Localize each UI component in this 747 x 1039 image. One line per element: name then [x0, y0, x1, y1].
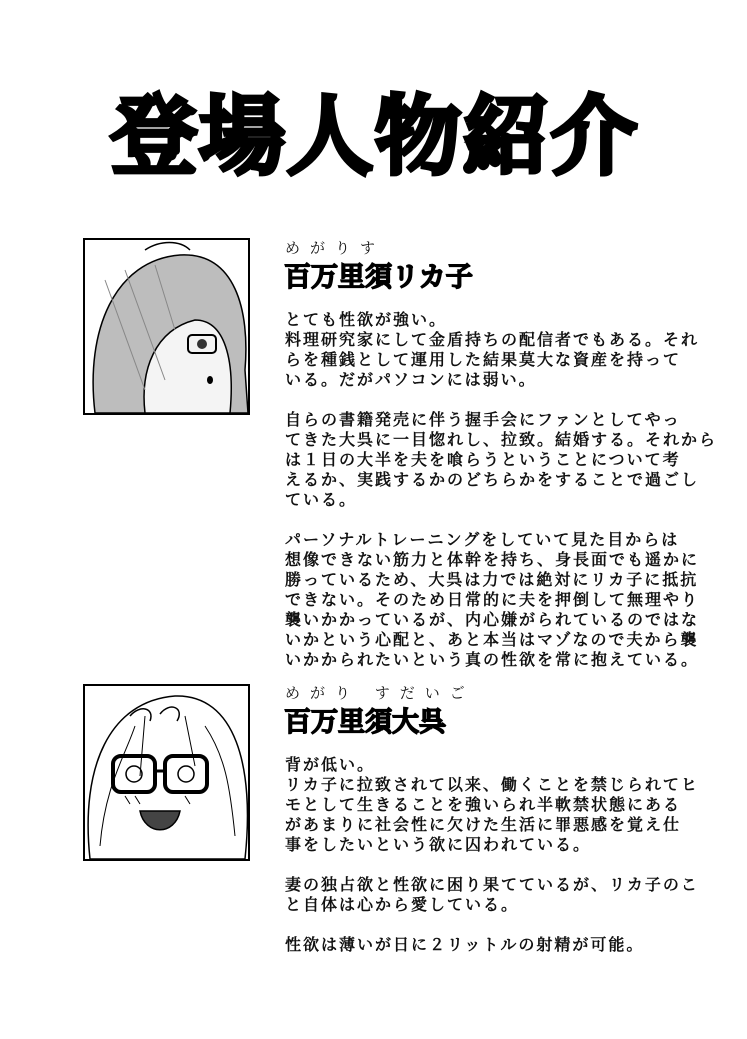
character-description	[285, 310, 717, 670]
description-line: は１日の大半を夫を喰らうということについて考	[285, 450, 681, 469]
description-line: らを種銭として運用した結果莫大な資産を持って	[285, 350, 682, 369]
character-name: 百万里須大呉	[284, 707, 446, 738]
description-line: パーソナルトレーニングをしていて見た目からは	[285, 530, 680, 549]
description-line: 襲いかかっているが、内心嫌がられているのではな	[285, 610, 700, 629]
description-line: 性欲は薄いが日に２リットルの射精が可能。	[285, 935, 645, 954]
description-line: 背が低い。	[285, 755, 376, 774]
character-name-ruby: めがり すだいご	[285, 684, 475, 702]
description-line: いかかられたいという真の性欲を常に抱えている。	[285, 650, 700, 669]
character-name: 百万里須リカ子	[284, 262, 473, 293]
description-line: てきた大呉に一目惚れし、拉致。結婚する。それから	[285, 430, 718, 449]
portrait-daigo	[83, 684, 250, 861]
description-line: できない。そのため日常的に夫を押倒して無理やり	[285, 590, 700, 609]
description-line: ている。	[285, 490, 358, 509]
description-line: とても性欲が強い。	[285, 310, 448, 329]
description-line: 事をしたいという欲に囚われている。	[285, 835, 592, 854]
description-line: 料理研究家にして金盾持ちの配信者でもある。それ	[285, 330, 700, 349]
description-line: 勝っているため、大呉は力では絶対にリカ子に抵抗	[285, 570, 699, 589]
description-line: いかという心配と、あと本当はマゾなので夫から襲	[285, 630, 699, 649]
description-line: 自らの書籍発売に伴う握手会にファンとしてやっ	[285, 410, 681, 429]
description-line: いる。だがパソコンには弱い。	[285, 370, 537, 389]
description-line: モとして生きることを強いられ半軟禁状態にある	[285, 795, 682, 814]
description-line: があまりに社会性に欠けた生活に罪悪感を覚え仕	[285, 815, 682, 834]
description-line: 想像できない筋力と体幹を持ち、身長面でも遥かに	[285, 550, 700, 569]
page-title: 登場人物紹介	[111, 87, 639, 187]
description-line: 妻の独占欲と性欲に困り果てているが、リカ子のこ	[285, 875, 699, 894]
portrait-rikako	[83, 238, 250, 415]
character-description	[285, 755, 699, 955]
character-name-ruby: めがりす	[285, 239, 386, 257]
description-line: と自体は心から愛している。	[285, 895, 520, 914]
description-line: リカ子に拉致されて以来、働くことを禁じられてヒ	[285, 775, 699, 794]
description-line: えるか、実践するかのどちらかをすることで過ごし	[285, 470, 700, 489]
